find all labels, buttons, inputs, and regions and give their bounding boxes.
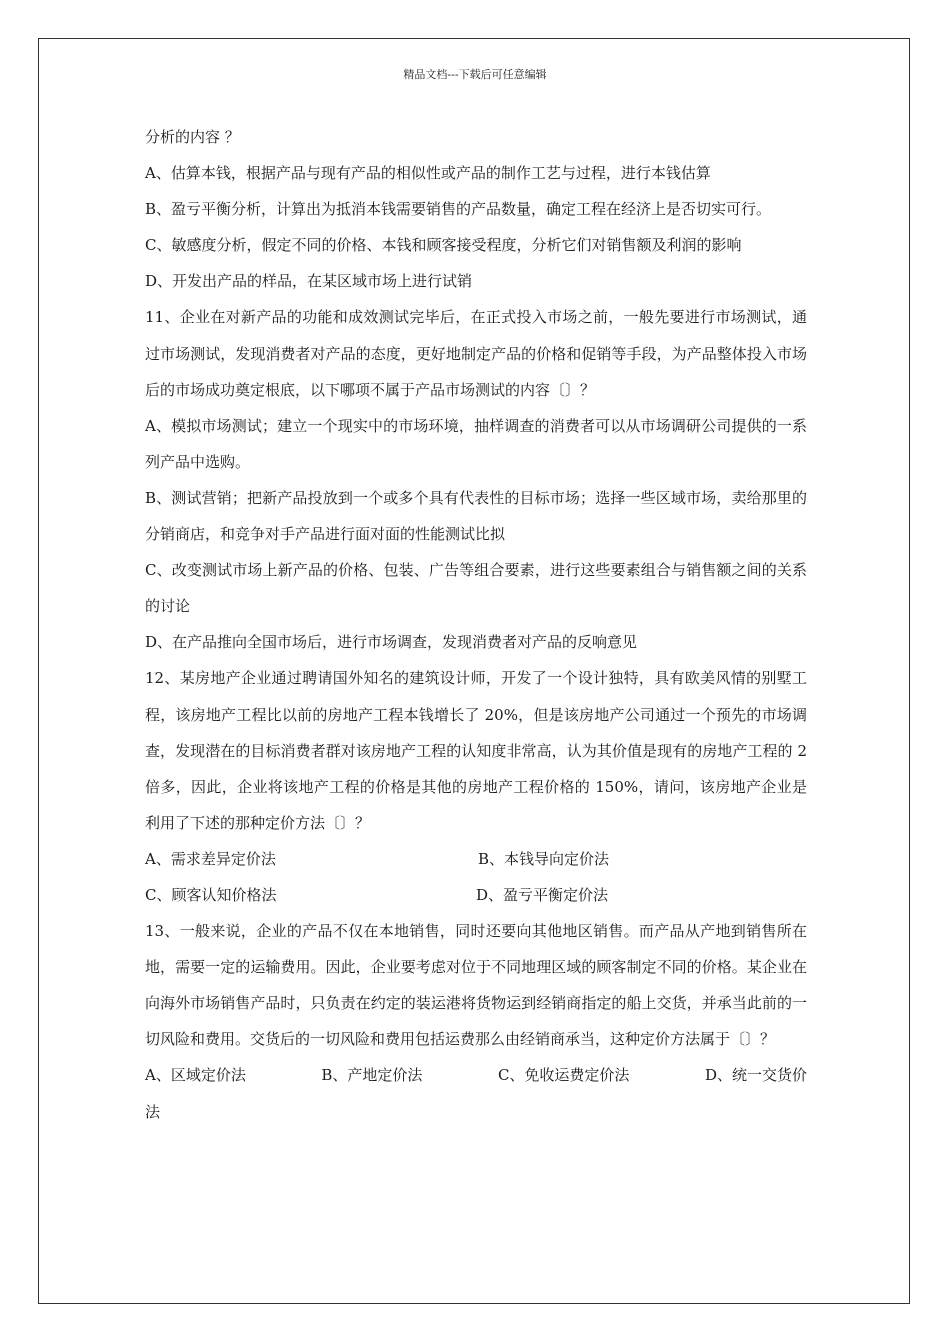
q11-option-a: A、模拟市场测试；建立一个现实中的市场环境，抽样调查的消费者可以从市场调研公司提供的一系列产品中选购。 — [145, 416, 807, 471]
q10-tail: 分析的内容 ？ — [145, 128, 240, 146]
question-11: 11、企业在对新产品的功能和成效测试完毕后，在正式投入市场之前，一般先要进行市场测试，通过市场测试，发现消费者对产品的态度，更好地制定产品的价格和促销等手段，为产品整体投入市场后的市场成功奠定根底，以下哪项不属于产品市场测试的内容〔〕？ — [145, 308, 807, 399]
q12-option-d: D、盈亏平衡定价法 — [476, 885, 609, 904]
q10-option-c: C、敏感度分析，假定不同的价格、本钱和顾客接受程度，分析它们对销售额及利润的影响 — [145, 236, 742, 255]
page-header: 精品文档---下载后可任意编辑 — [403, 68, 547, 81]
q10-option-d: D、开发出产品的样品，在某区域市场上进行试销 — [145, 272, 473, 291]
q13-options-row — [145, 1057, 807, 1093]
q11-option-d: D、在产品推向全国市场后，进行市场调查，发现消费者对产品的反响意见 — [145, 633, 638, 652]
q13-option-d: D、统一交货价 — [704, 1066, 807, 1085]
document-body — [145, 119, 807, 1130]
q13-option-a: A、区域定价法 — [145, 1066, 246, 1085]
q13-option-c: C、免收运费定价法 — [497, 1066, 630, 1085]
q10-option-a: A、估算本钱，根据产品与现有产品的相似性或产品的制作工艺与过程，进行本钱估算 — [145, 164, 711, 183]
q12-options-row-2 — [145, 877, 807, 913]
q12-option-a: A、需求差异定价法 — [145, 849, 276, 868]
q12-options-row-1 — [145, 841, 807, 877]
q10-option-b: B、盈亏平衡分析，计算出为抵消本钱需要销售的产品数量，确定工程在经济上是否切实可行。 — [145, 200, 772, 219]
q13-option-d-wrap: 法 — [145, 1102, 161, 1121]
question-13: 13、一般来说，企业的产品不仅在本地销售，同时还要向其他地区销售。而产品从产地到销售所在地，需要一定的运输费用。因此，企业要考虑对位于不同地理区域的顾客制定不同的价格。某企业在向海外市场销售产品时，只负责在约定的装运港将货物运到经销商指定的船上交货，并承当此前的一切风险和费用。交货后的一切风险和费用包括运费那么由经销商承当，这种定价方法属于〔〕？ — [145, 922, 807, 1049]
question-12: 12、某房地产企业通过聘请国外知名的建筑设计师，开发了一个设计独特，具有欧美风情的别墅工程，该房地产工程比以前的房地产工程本钱增长了 20%，但是该房地产公司通过一个预先的市场调查，发现潜在的目标消费者群对该房地产工程的认知度非常高，认为其价值是现有的房地产工程的 2 倍多，因此，企业将该地产工程的价格是其他的房地产工程价格的 150%，请问，该房地产企业是利用了下述的那种定价方法〔〕？ — [145, 669, 807, 832]
q12-option-c: C、顾客认知价格法 — [145, 885, 277, 904]
q11-option-c: C、改变测试市场上新产品的价格、包装、广告等组合要素，进行这些要素组合与销售额之间的关系的讨论 — [145, 561, 807, 616]
q12-option-b: B、本钱导向定价法 — [478, 849, 610, 868]
q11-option-b: B、测试营销；把新产品投放到一个或多个具有代表性的目标市场；选择一些区域市场，卖给那里的分销商店，和竞争对手产品进行面对面的性能测试比拟 — [145, 488, 807, 544]
q13-option-b: B、产地定价法 — [321, 1066, 423, 1085]
